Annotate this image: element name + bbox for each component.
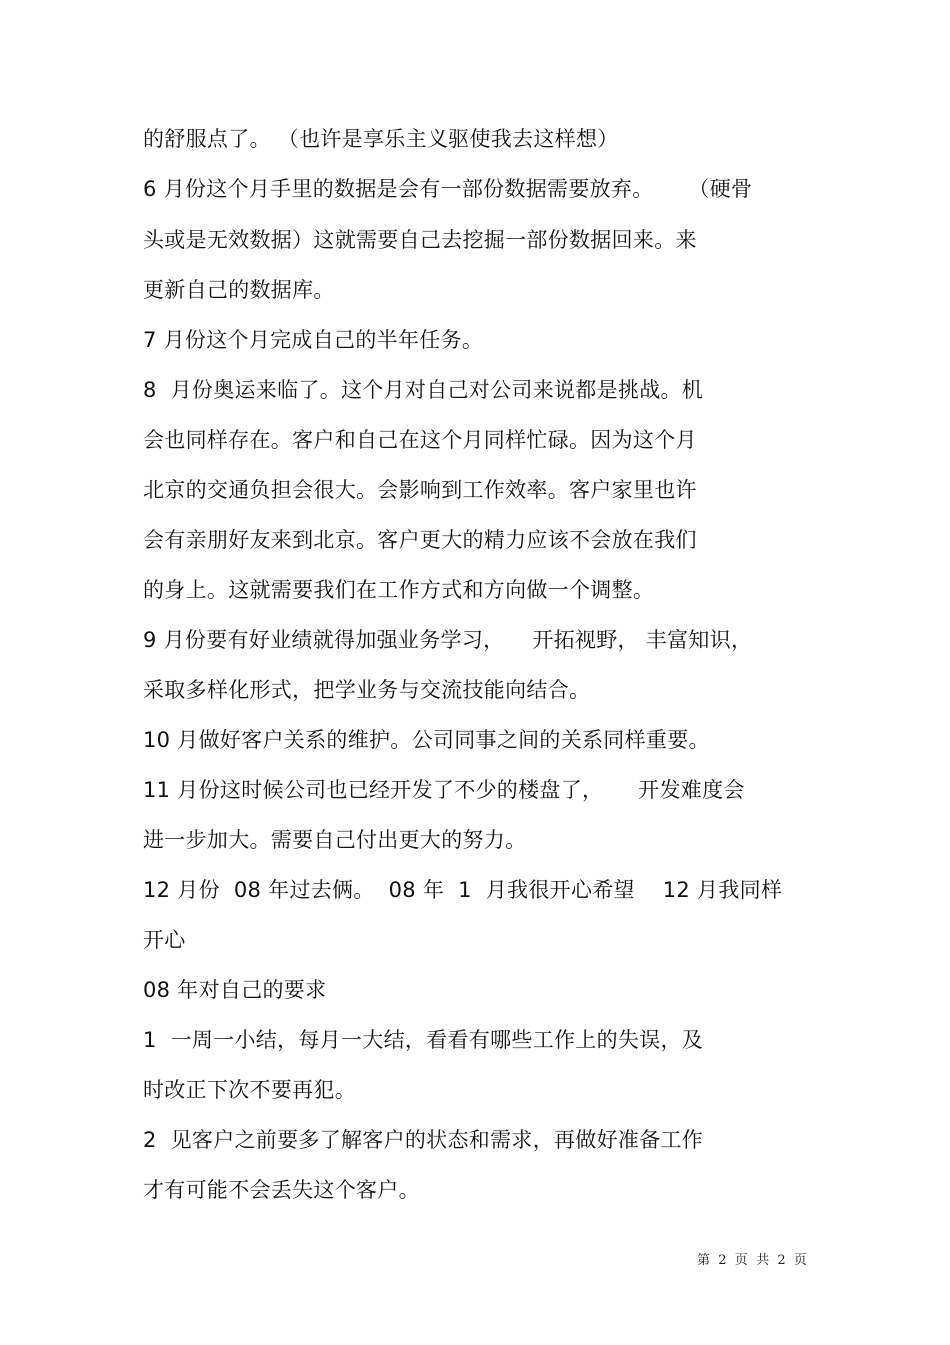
text-line: 北京的交通负担会很大。会影响到工作效率。客户家里也许 — [143, 478, 697, 502]
text-line: 10 月做好客户关系的维护。公司同事之间的关系同样重要。 — [143, 728, 710, 752]
text-line: 7 月份这个月完成自己的半年任务。 — [143, 328, 484, 352]
text-line: 进一步加大。需要自己付出更大的努力。 — [143, 828, 527, 852]
text-line: 08 年对自己的要求 — [143, 978, 327, 1002]
text-line: 的舒服点了。 （也许是享乐主义驱使我去这样想） — [143, 127, 619, 151]
text-line: 8 月份奥运来临了。这个月对自己对公司来说都是挑战。机 — [143, 378, 704, 402]
text-line: 更新自己的数据库。 — [143, 278, 335, 302]
text-line: 开心 — [143, 928, 186, 952]
text-line: 9 月份要有好业绩就得加强业务学习， 开拓视野， 丰富知识， — [143, 628, 753, 652]
text-line: 6 月份这个月手里的数据是会有一部份数据需要放弃。 （硬骨 — [143, 177, 753, 201]
text-line: 1 一周一小结，每月一大结，看看有哪些工作上的失误，及 — [143, 1028, 704, 1052]
page-number: 第 2 页 共 2 页 — [697, 1253, 807, 1268]
text-line: 会有亲朋好友来到北京。客户更大的精力应该不会放在我们 — [143, 528, 697, 552]
text-line: 11 月份这时候公司也已经开发了不少的楼盘了， 开发难度会 — [143, 778, 745, 802]
text-line: 2 见客户之前要多了解客户的状态和需求，再做好准备工作 — [143, 1128, 704, 1152]
text-line: 的身上。这就需要我们在工作方式和方向做一个调整。 — [143, 578, 655, 602]
text-line: 会也同样存在。客户和自己在这个月同样忙碌。因为这个月 — [143, 428, 697, 452]
text-line: 时改正下次不要再犯。 — [143, 1078, 356, 1102]
text-line: 12 月份 08 年过去俩。 08 年 1 月我很开心希望 12 月我同样 — [143, 878, 783, 902]
text-line: 采取多样化形式，把学业务与交流技能向结合。 — [143, 678, 591, 702]
text-line: 头或是无效数据）这就需要自己去挖掘一部份数据回来。来 — [143, 228, 697, 252]
text-line: 才有可能不会丢失这个客户。 — [143, 1178, 420, 1202]
